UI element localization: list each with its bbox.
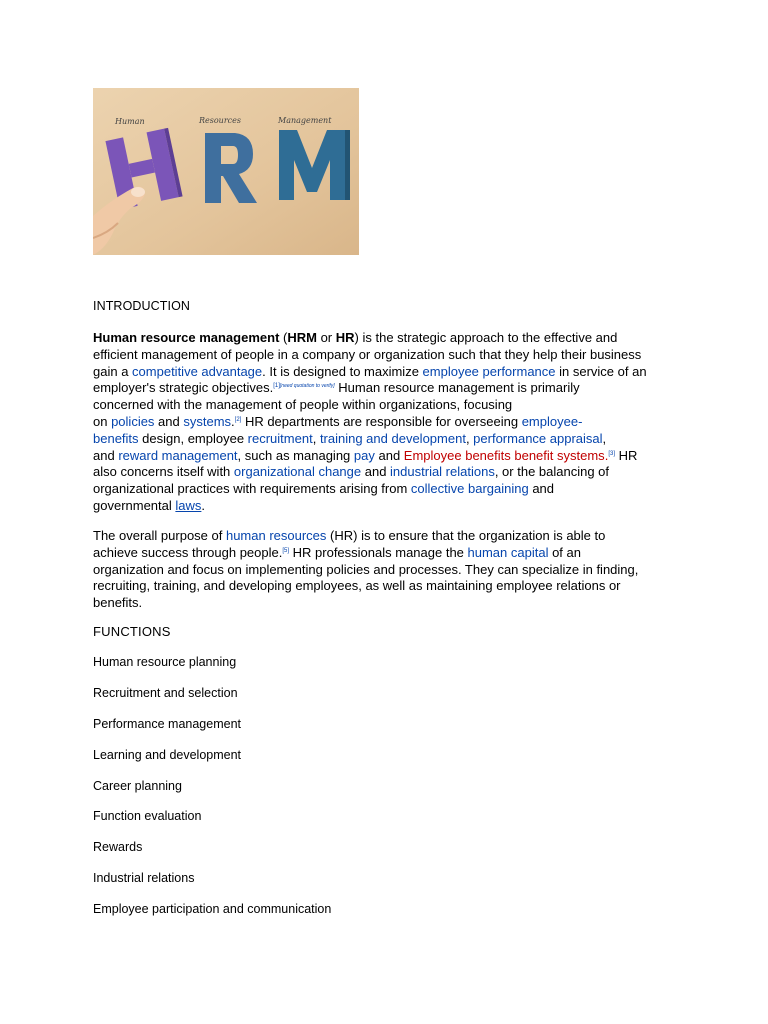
link-performance-appraisal[interactable]: performance appraisal <box>473 430 603 446</box>
introduction-heading: INTRODUCTION <box>93 299 191 313</box>
term-hrm-bold: Human resource management <box>93 330 280 345</box>
link-employee-performance[interactable]: employee performance <box>422 363 556 379</box>
para-line: and reward management, such as managing pay and Employee benefits benefit systems.[3] HR <box>93 447 638 463</box>
para-line: employer's strategic objectives.[1][need quotation to verify] Human resource management is primarily <box>93 380 580 396</box>
purpose-paragraph <box>93 528 673 612</box>
link-laws[interactable]: laws <box>175 497 202 513</box>
list-item: Human resource planning <box>93 655 237 669</box>
link-human-resources[interactable]: human resources <box>225 528 327 543</box>
para-line: organizational practices with requirements arising from collective bargaining and <box>93 481 555 497</box>
para-line: concerned with the management of people within organizations, focusing <box>93 397 513 413</box>
para-line: benefits design, employee recruitment, training and development, performance appraisal, <box>93 430 607 446</box>
para-line: also concerns itself with organizational change and industrial relations, or the balancing of <box>93 464 610 480</box>
citation-link[interactable]: [3] <box>608 450 615 457</box>
hrm-image <box>93 88 359 255</box>
list-item: Performance management <box>93 716 241 731</box>
para-line: gain a competitive advantage. It is designed to maximize employee performance in service of an <box>93 363 647 379</box>
list-item: Industrial relations <box>93 871 195 886</box>
citation-needed-note[interactable]: [need quotation to verify] <box>279 383 335 390</box>
para-line: benefits. <box>93 595 143 611</box>
link-systems[interactable]: systems <box>183 413 232 429</box>
list-item: Recruitment and selection <box>93 685 238 700</box>
word-management: Management <box>278 116 332 125</box>
link-organizational-change[interactable]: organizational change <box>233 464 362 480</box>
para-line: efficient management of people in a company or organization such that they help their business <box>93 346 642 362</box>
intro-paragraph <box>93 330 673 515</box>
para-line: Human resource management (HRM or HR) is the strategic approach to the effective and <box>93 330 618 345</box>
link-industrial-relations[interactable]: industrial relations <box>390 464 495 480</box>
link-reward-management[interactable]: reward management <box>118 447 238 463</box>
list-item: Function evaluation <box>93 809 202 824</box>
link-competitive-advantage[interactable]: competitive advantage <box>132 363 263 379</box>
para-line: on policies and systems.[2] HR departments are responsible for overseeing employee- <box>93 413 583 429</box>
link-collective-bargaining[interactable]: collective bargaining <box>410 481 529 497</box>
link-recruitment[interactable]: recruitment <box>247 430 313 446</box>
list-item: Career planning <box>93 778 182 793</box>
para-line: achieve success through people.[5] HR professionals manage the human capital of an <box>93 544 581 560</box>
term-hr-abbr: HR <box>335 330 355 345</box>
citation-link[interactable]: [5] <box>282 547 290 554</box>
list-item: Rewards <box>93 840 143 855</box>
word-human: Human <box>115 117 145 126</box>
link-employee-benefits[interactable]: employee- <box>521 413 583 429</box>
para-line: recruiting, training, and developing employees, as well as maintaining employee relations or <box>93 578 621 594</box>
para-line: organization and focus on implementing policies and processes. They can specialize in finding, <box>93 561 639 577</box>
functions-list <box>93 654 331 932</box>
link-training-and-development[interactable]: training and development <box>319 430 466 446</box>
citation-link[interactable]: [2] <box>234 416 242 423</box>
link-employee-benefits-cont[interactable]: benefits <box>93 430 139 446</box>
para-line: governmental laws. <box>93 497 206 513</box>
citation-link[interactable]: [1] <box>273 383 280 390</box>
link-pay[interactable]: pay <box>353 447 375 463</box>
link-policies[interactable]: policies <box>111 413 155 429</box>
link-employee-benefits-missing[interactable]: Employee benefits benefit systems <box>403 447 605 463</box>
term-hrm-abbr: HRM <box>287 330 317 345</box>
list-item: Employee participation and communication <box>93 902 332 917</box>
word-resources: Resources <box>199 116 241 125</box>
functions-heading: FUNCTIONS <box>93 624 171 639</box>
list-item: Learning and development <box>93 747 242 762</box>
para-line: The overall purpose of human resources (HR) is to ensure that the organization is able to <box>93 528 606 543</box>
link-human-capital[interactable]: human capital <box>467 544 549 560</box>
